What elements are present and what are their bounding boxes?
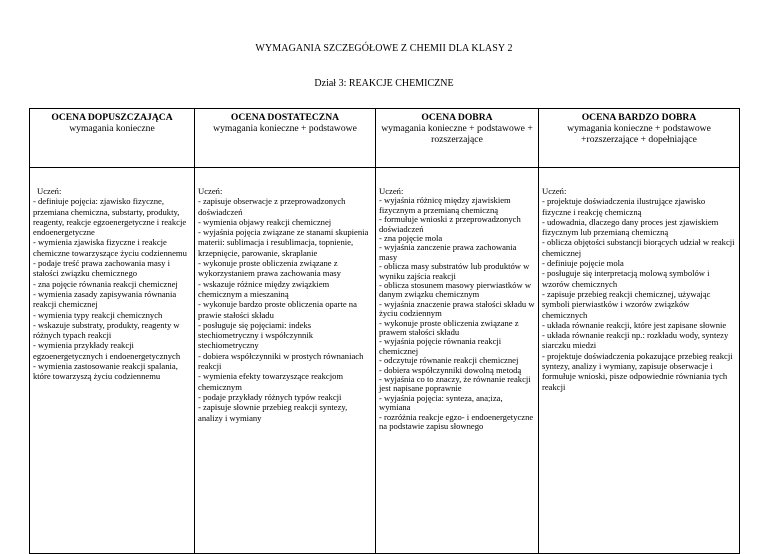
requirement-item: - wymienia zastosowanie reakcji spalania, które towarzyszą życiu codziennemu (33, 361, 178, 382)
requirement-item: - odczytuje równanie reakcji chemicznej (379, 355, 519, 366)
requirement-item: - projektuje doświadczenia ilustrujące zjawisko fizyczne i reakcję chemiczną (542, 196, 706, 217)
requirement-item: - wymienia zjawiska fizyczne i reakcje chemiczne towarzyszące życiu codziennemu (33, 237, 187, 258)
requirement-item: - wskazuje różnice między związkiem chemicznym a mieszaniną (198, 278, 330, 299)
requirement-item: - wymienia efekty towarzyszące reakcjom chemicznym (198, 371, 344, 392)
requirement-item: - udowadnia, dlaczego dany proces jest zjawiskiem fizycznym lub przemianą chemiczną (542, 216, 719, 238)
requirement-item: - dobiera współczynniki w prostych równaniach reakcji (198, 350, 364, 372)
requirement-item: - wyjaśnia co to znaczy, że równanie reakcji jest napisane poprawnie (379, 374, 531, 394)
grade-title: OCENA BARDZO DOBRA (581, 112, 697, 123)
requirement-item: - formułuje wnioski z przeprowadzonych doświadczeń (379, 214, 521, 234)
requirement-item: - zapisuje przebieg reakcji chemicznej, używając symboli pierwiastków i wzorów związków chemicznych (542, 288, 711, 320)
grade-subtitle: wymagania konieczne + podstawowe + rozszerzające (381, 123, 533, 145)
requirement-item: - oblicza masy substratów lub produktów w wyniku zajścia reakcji (379, 261, 530, 281)
requirements-cell-dopuszczajaca (30, 168, 195, 554)
requirement-item: - oblicza objętości substancji biorących udział w reakcji chemicznej (542, 237, 735, 258)
requirements-cell-bardzo-dobra (539, 168, 740, 554)
student-intro: Uczeń: (37, 186, 62, 196)
header-cell-bardzo-dobra (539, 109, 740, 168)
requirement-item: - wymienia przykłady reakcji egzoenergetycznych i endoenergetycznych (33, 340, 181, 361)
grade-title: OCENA DOSTATECZNA (230, 112, 340, 123)
requirement-item: - zapisuje słownie przebieg reakcji syntezy, analizy i wymiany (198, 402, 348, 423)
requirement-item: - zapisuje obserwacje z przeprowadzonych doświadczeń (198, 196, 346, 217)
body-row (30, 168, 740, 554)
requirement-item: - wyjaśnia zanczenie prawa zachowania masy (379, 242, 517, 262)
requirement-item: - wyjaśnia pojęcia związane ze stanami skupienia materii: sublimacja i resublimacja, topnienie, krzepnięcie, parowanie, skraplanie (198, 227, 369, 258)
requirement-item: - wykonuje proste obliczenia związane z wykorzystaniem prawa zachowania masy (198, 258, 341, 279)
requirement-item: - zna pojęcie mola (379, 232, 443, 243)
grade-title: OCENA DOBRA (421, 112, 493, 123)
requirement-item: - dobiera współczynniki dowolną metodą (379, 364, 522, 375)
requirement-item: - układa równanie reakcji, które jest zapisane słownie (542, 319, 727, 330)
requirements-list (542, 196, 736, 392)
student-intro: Uczeń: (542, 186, 567, 196)
requirement-item: - zna pojęcie równania reakcji chemicznej (33, 278, 178, 289)
requirement-item: - posługuje się interpretacją molową symbolów i wzorów chemicznych (542, 268, 710, 289)
requirement-item: - wyjaśnia pojęcia: synteza, ana;iza, wymiana (379, 392, 503, 413)
grade-title: OCENA DOPUSZCZAJĄCA (51, 112, 173, 123)
requirement-item: - rozróżnia reakcje egzo- i endoenergetyczne na podstawie zapisu słownego (379, 411, 534, 432)
requirement-item: - definiuje pojęcie mola (542, 258, 624, 269)
requirement-item: - wyjaśnia pojęcie równania reakcji chemicznej (379, 336, 502, 356)
requirement-item: - wyjaśnia różnicę między zjawiskiem fizycznym a przemianą chemiczną (379, 195, 511, 215)
requirements-list (33, 196, 191, 381)
requirement-item: - wykonuje proste obliczenia związane z prawem stałości składu (379, 317, 519, 337)
requirement-item: - definiuje pojęcia: zjawisko fizyczne, przemiana chemiczna, substarty, produkty, reagenty, reakcje egzoenergetyczne i reakcje endoenergetyczne (33, 196, 187, 238)
requirement-item: - oblicza stosunem masowy pierwiastków w danym związku chemicznym (379, 279, 532, 300)
requirement-item: - wymienia zasady zapisywania równania reakcji chemicznej (33, 288, 177, 310)
requirement-item: - wskazuje substraty, produkty, reagenty w różnych typach reakcji (33, 319, 180, 341)
grade-subtitle: wymagania konieczne (69, 123, 155, 134)
requirement-item: - wyjaśnia znaczenie prawa stałości składu w życiu codziennym (379, 298, 535, 319)
grade-subtitle: wymagania konieczne + podstawowe (213, 123, 357, 134)
document-title: WYMAGANIA SZCZEGÓŁOWE Z CHEMII DLA KLASY 2 (255, 43, 513, 54)
student-intro: Uczeń: (379, 186, 404, 196)
requirements-cell-dostateczna (195, 168, 376, 554)
requirement-item: - wymienia typy reakcji chemicznych (33, 309, 163, 320)
student-intro: Uczeń: (198, 186, 223, 196)
header-row (30, 109, 740, 168)
requirements-list (198, 196, 372, 423)
requirement-item: - podaje przykłady różnych typów reakcji (198, 391, 342, 402)
requirement-item: - podaje treść prawa zachowania masy i stałości związku chemicznego (33, 258, 170, 279)
grade-subtitle: wymagania konieczne + podstawowe +rozszerzające + dopełniające (567, 123, 711, 145)
requirements-table (29, 108, 740, 554)
header-cell-dopuszczajaca (30, 109, 195, 168)
requirement-item: - układa równanie reakcji np.: rozkładu wody, syntezy siarczku miedzi (542, 330, 729, 351)
header-cell-dobra (376, 109, 539, 168)
requirement-item: - posługuje się pojęciami: indeks stechiometryczny i współczynnik stechiometryczny (198, 319, 314, 351)
requirements-cell-dobra (376, 168, 539, 554)
requirement-item: - wykonuje bardzo proste obliczenia oparte na prawie stałości składu (198, 299, 357, 320)
requirement-item: - projektuje doświadczenia pokazujące przebieg reakcji syntezy, analizy i wymiany, zapisuje obserwacje i formułuje wnioski, pisze odpowiednie równiania tych reakcji (542, 350, 733, 392)
section-title: Dział 3: REAKCJE CHEMICZNE (314, 78, 454, 89)
header-cell-dostateczna (195, 109, 376, 168)
requirements-list (379, 196, 535, 431)
requirement-item: - wymienia objawy reakcji chemicznej (198, 216, 332, 227)
